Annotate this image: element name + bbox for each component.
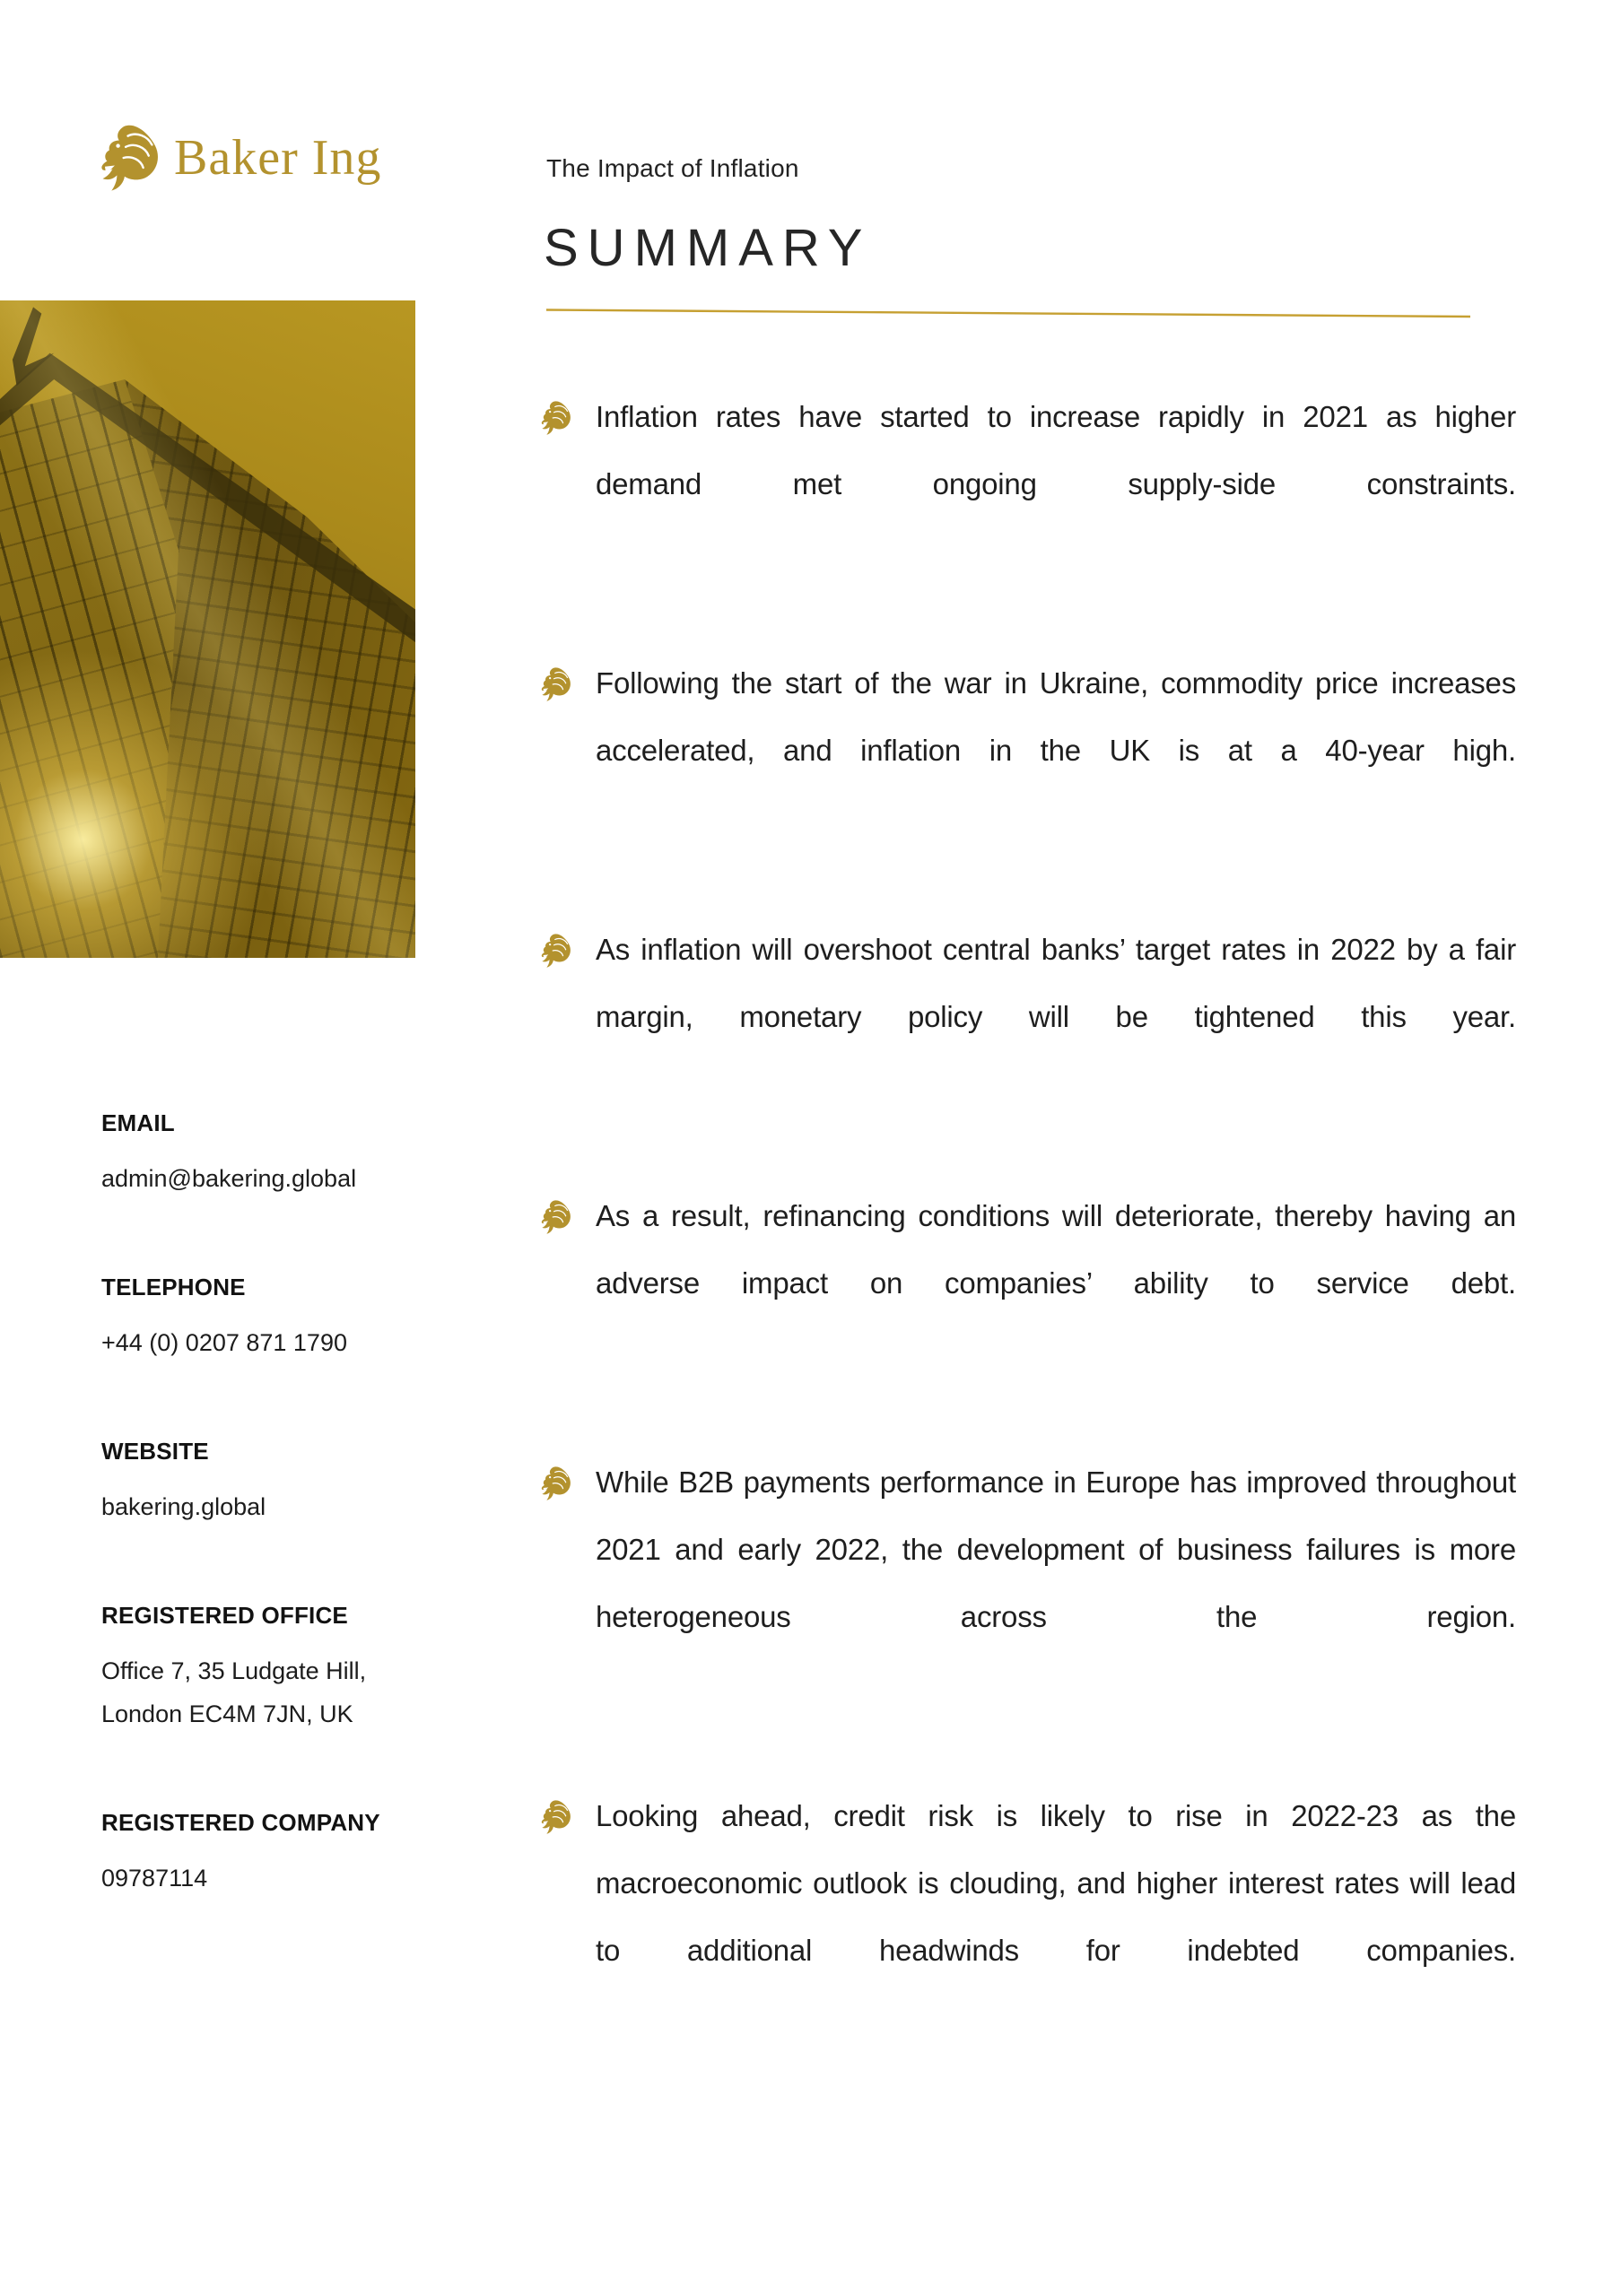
document-subtitle: The Impact of Inflation bbox=[546, 154, 799, 182]
lion-bullet-icon bbox=[538, 1798, 574, 1836]
bullet-text-1: Inflation rates have started to increase rapidly in 2021 as higher demand met ongoing supply-side constraints. bbox=[596, 400, 1516, 500]
lion-bullet-icon bbox=[538, 1465, 574, 1502]
bullet-text-2: Following the start of the war in Ukraine, commodity price increases accelerated, and inflation in the UK is at a 40-year high. bbox=[596, 666, 1516, 767]
registered-company-label: REGISTERED COMPANY bbox=[101, 1809, 380, 1836]
bullet-text-3: As inflation will overshoot central banks’ target rates in 2022 by a fair margin, monetary policy will be tightened this year. bbox=[596, 933, 1516, 1033]
bullet-text-5: While B2B payments performance in Europe has improved throughout 2021 and early 2022, the development of business failures is more heterogeneous across the region. bbox=[596, 1465, 1516, 1633]
lion-bullet-icon bbox=[538, 399, 574, 437]
website-label: WEBSITE bbox=[101, 1438, 209, 1465]
page-title: SUMMARY bbox=[544, 219, 872, 277]
registered-office-line2: London EC4M 7JN, UK bbox=[101, 1700, 353, 1727]
bullet-text-4: As a result, refinancing conditions will deteriorate, thereby having an adverse impact on companies’ ability to service debt. bbox=[596, 1199, 1516, 1300]
contact-section-telephone bbox=[101, 1274, 460, 1364]
telephone-label: TELEPHONE bbox=[101, 1274, 246, 1300]
lion-bullet-icon bbox=[538, 665, 574, 703]
title-rule bbox=[546, 309, 1470, 317]
email-value: admin@bakering.global bbox=[101, 1165, 357, 1192]
registered-office-line1: Office 7, 35 Ludgate Hill, bbox=[101, 1657, 367, 1684]
bullet-item-3 bbox=[538, 916, 1516, 1118]
skyscraper-photo bbox=[0, 300, 415, 958]
contact-info bbox=[101, 1109, 460, 1973]
bullet-item-5 bbox=[538, 1448, 1516, 1718]
bullet-text-6: Looking ahead, credit risk is likely to rise in 2022-23 as the macroeconomic outlook is clouding, and higher interest rates will lead to additional headwinds for indebted companies. bbox=[596, 1799, 1516, 1967]
telephone-value: +44 (0) 0207 871 1790 bbox=[101, 1329, 347, 1356]
lion-icon bbox=[95, 120, 165, 196]
website-value: bakering.global bbox=[101, 1493, 266, 1520]
contact-section-registered-company bbox=[101, 1809, 460, 1900]
registered-company-value: 09787114 bbox=[101, 1865, 208, 1892]
bullet-item-6 bbox=[538, 1782, 1516, 2051]
bullet-item-2 bbox=[538, 649, 1516, 851]
registered-office-label: REGISTERED OFFICE bbox=[101, 1602, 348, 1629]
email-label: EMAIL bbox=[101, 1109, 175, 1136]
bullet-item-1 bbox=[538, 383, 1516, 585]
lion-bullet-icon bbox=[538, 932, 574, 970]
contact-section-email bbox=[101, 1109, 460, 1200]
bullet-item-4 bbox=[538, 1182, 1516, 1384]
brand-logo bbox=[95, 120, 381, 196]
lion-bullet-icon bbox=[538, 1198, 574, 1236]
summary-bullet-list bbox=[538, 383, 1516, 2116]
photo-sun-flare bbox=[0, 300, 415, 958]
brand-name: Baker Ing bbox=[174, 130, 382, 186]
contact-section-registered-office bbox=[101, 1602, 460, 1735]
contact-section-website bbox=[101, 1438, 460, 1528]
